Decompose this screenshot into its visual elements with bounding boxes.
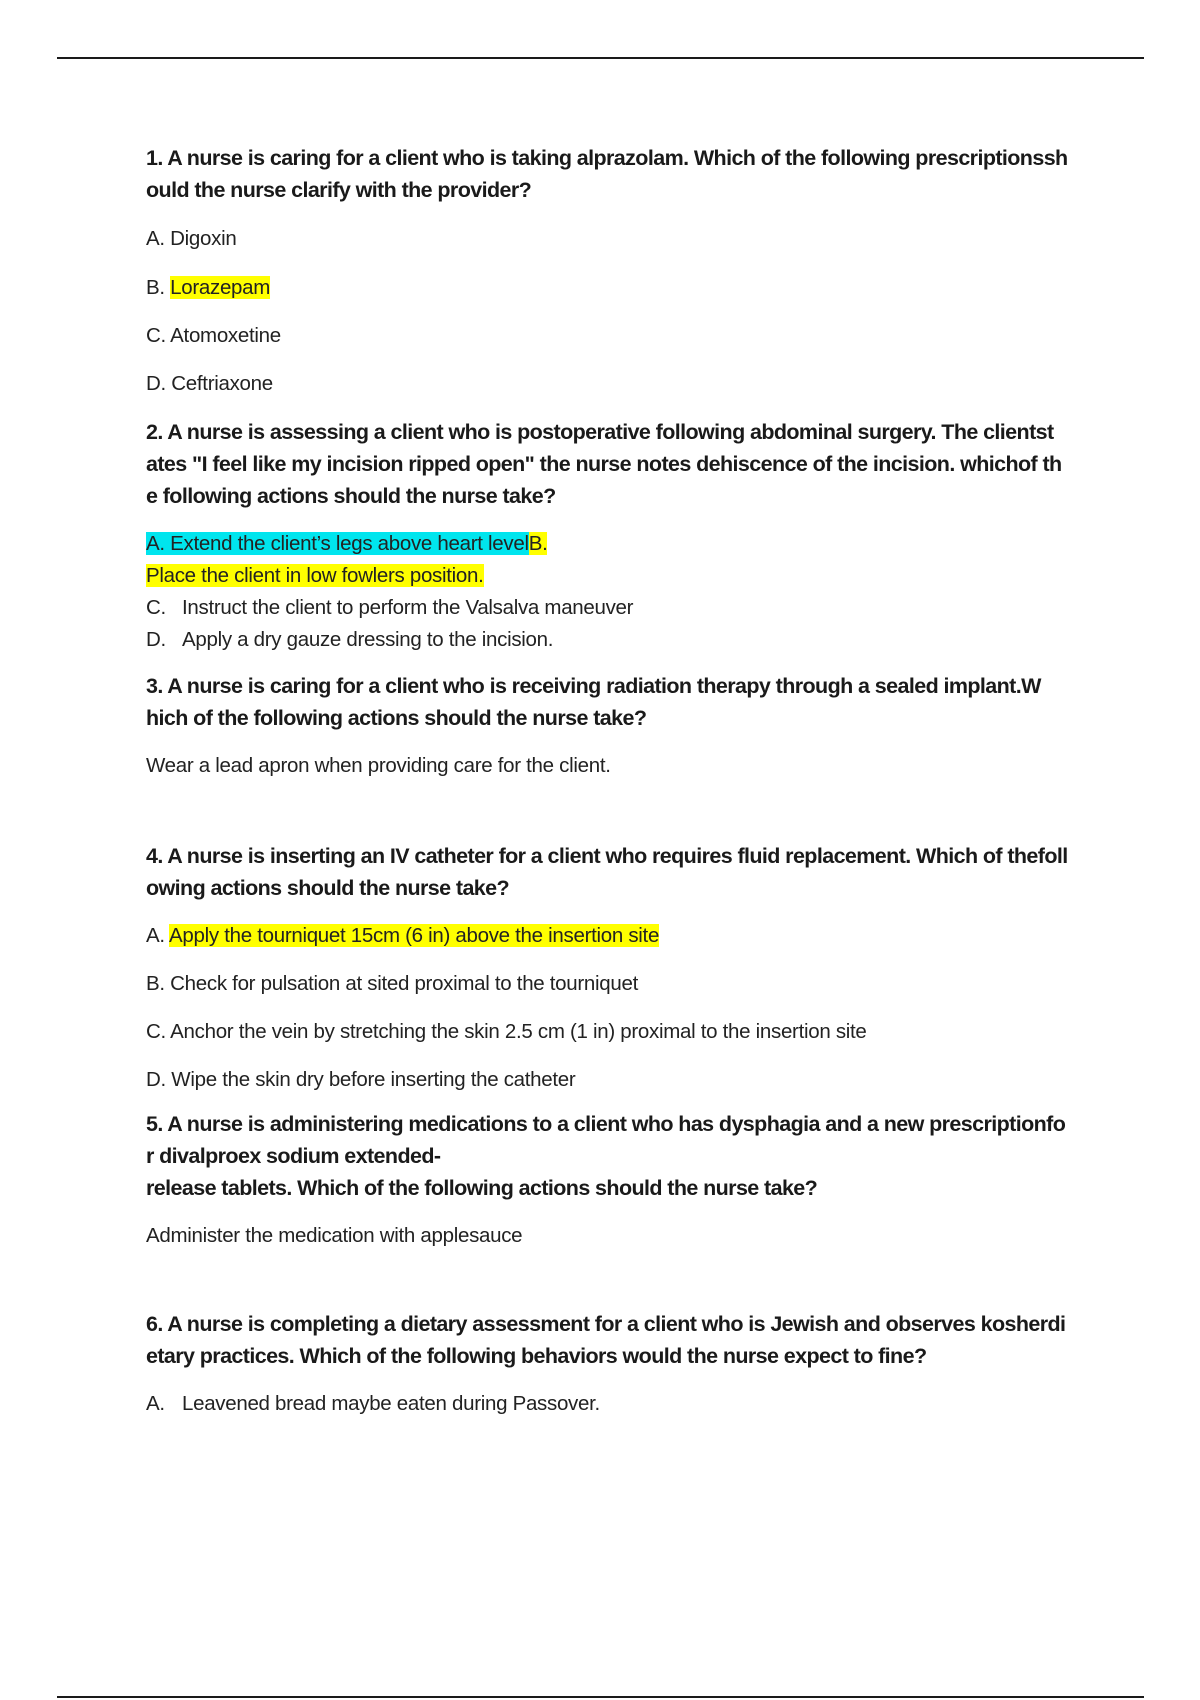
- option-c: C. Atomoxetine: [146, 324, 281, 347]
- answer-text: Administer the medication with applesauce: [146, 1224, 523, 1247]
- option-b: [146, 560, 1096, 592]
- question-4-text: 4. A nurse is inserting an IV catheter for a client who requires fluid replacement. Which of thefoll owing actions should the nurse take?: [146, 844, 1068, 900]
- option-a: A. Extend the client’s legs above heart levelB.: [146, 532, 548, 555]
- option-a: A. Leavened bread maybe eaten during Passover.: [146, 1392, 600, 1415]
- highlighted-answer: A. Extend the client’s legs above heart level: [146, 532, 529, 555]
- option-c: C. Anchor the vein by stretching the skin 2.5 cm (1 in) proximal to the insertion site: [146, 1020, 867, 1043]
- option-b: B. Lorazepam: [146, 276, 271, 299]
- option-d: D. Wipe the skin dry before inserting the catheter: [146, 1068, 576, 1091]
- option-a: A. Apply the tourniquet 15cm (6 in) above the insertion site: [146, 924, 660, 947]
- question-5-text: 5. A nurse is administering medications to a client who has dysphagia and a new prescriptionfo r divalproex sodium extended- release tablets. Which of the following actions should the nurse take?: [146, 1112, 1066, 1200]
- highlighted-answer: Apply the tourniquet 15cm (6 in) above the insertion site: [169, 924, 660, 947]
- option-b: B. Check for pulsation at sited proximal to the tourniquet: [146, 972, 638, 995]
- answer-text: Wear a lead apron when providing care for the client.: [146, 754, 611, 777]
- option-a: A. Digoxin: [146, 227, 237, 250]
- question-1-text: 1. A nurse is caring for a client who is taking alprazolam. Which of the following prescriptionssh ould the nurse clarify with the provider?: [146, 146, 1068, 202]
- question-2-text: 2. A nurse is assessing a client who is postoperative following abdominal surgery. The clientst ates "I feel like my incision ripped open" the nurse notes dehiscence of the incision. whichof th e following actions should the nurse take?: [146, 420, 1062, 508]
- option-d: D. Apply a dry gauze dressing to the incision.: [146, 628, 554, 651]
- question-3-text: 3. A nurse is caring for a client who is receiving radiation therapy through a sealed implant.W hich of the following actions should the nurse take?: [146, 674, 1041, 730]
- question-6-text: 6. A nurse is completing a dietary assessment for a client who is Jewish and observes kosherdi etary practices. Which of the following behaviors would the nurse expect to fine?: [146, 1312, 1066, 1368]
- highlighted-answer: Lorazepam: [170, 276, 271, 299]
- document-body: [146, 142, 1096, 1420]
- highlighted-answer: Place the client in low fowlers position.: [146, 564, 484, 587]
- option-d: D. Ceftriaxone: [146, 372, 273, 395]
- top-rule: [57, 57, 1144, 59]
- option-c: C. Instruct the client to perform the Valsalva maneuver: [146, 596, 634, 619]
- bottom-rule: [57, 1696, 1144, 1698]
